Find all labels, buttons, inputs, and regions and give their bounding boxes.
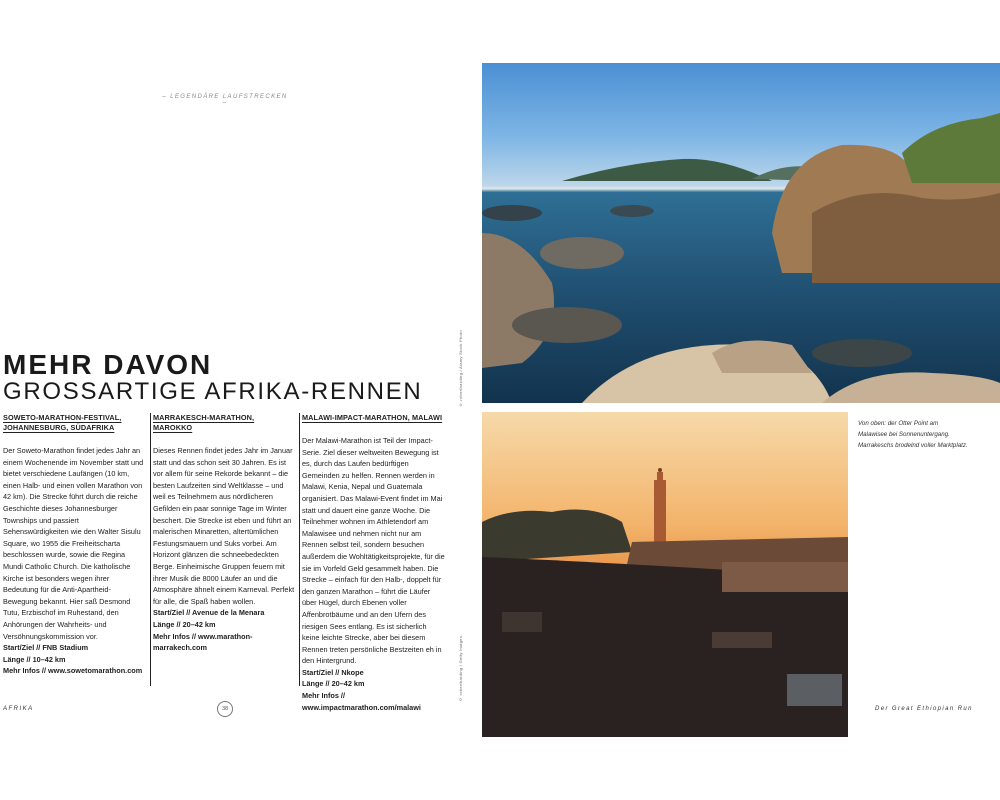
page-number: 38 [217,701,233,717]
lake-shore-rocks-photo [482,63,1000,403]
length-fact: Länge // 20–42 km [302,679,365,689]
market-square-illustration [482,412,848,737]
column-body: Der Malawi-Marathon ist Teil der Impact-Serie. Ziel dieser weltweiten Bewegung ist es, durch das Laufen bedürftigen Gemeinden zu helfen. Rennen werden in Malawi, Kenia, Nepal und Guatemala organisiert. Das Malawi-Event findet im Mai statt und dauert eine ganze Woche. Die Teilnehmer wohnen im Athletendorf am Malawisee und nehmen nicht nur am Rennen selbst teil, sondern besuchen außerdem die Wohltätigkeitsprojekte, für die sie im Vorfeld Geld gesammelt haben. Die Strecke – einfach für den Halb-, doppelt für den ganzen Marathon – führt die Läufer über Hügel, durch Ebenen voller Affenbrotbäume und an den Ufern des riesigen Sees entlang. Es ist sicherlich keine leichte Strecke, aber bei diesem Rennen treten persönliche Bestzeiten eh in den Hintergrund. [302,436,445,666]
column-title: SOWETO-MARATHON-FESTIVAL, JOHANNESBURG, SÜDAFRIKA [3,413,122,432]
start-finish-fact: Start/Ziel // Nkope [302,667,364,677]
footer-next-article: Der Great Ethiopian Run [875,706,973,712]
article-column-malawi [299,413,445,712]
article-column-soweto [3,413,145,686]
column-title: MARRAKESCH-MARATHON, MAROKKO [153,413,255,432]
column-body: Der Soweto-Marathon findet jedes Jahr an einem Wochenende im November statt und bietet verschiedene Laufängen (10 km, einen Halb- und einen vollen Marathon von 42 km). Die Strecke führt durch die reiche Geschichte dieses Johannesburger Townships und passiert Sehenswürdigkeiten wie den Walter Sisulu Square, wo 1955 die Freiheitscharta beschlossen wurde, sowie die Regina Mundi Catholic Church. Die katholische Kirche ist besonders wegen ihrer Bedeutung für die Anti-Apartheid-Bewegung bekannt. Hier saß Desmond Tutu, Erzbischof im Ruhestand, den Anhörungen der Wahrheits- und Versöhnungskommission vor. [3,446,144,641]
marrakesh-square-sunset-photo [482,412,848,737]
more-info-link[interactable]: Mehr Infos // www.sowetomarathon.com [3,666,143,676]
subheadline: GROSSARTIGE AFRIKA-RENNEN [3,378,423,405]
column-body: Dieses Rennen findet jedes Jahr im Januar statt und das schon seit 30 Jahren. Es ist vor allem für seine Rekorde bekannt – die besten Laufzeiten sind Weltklasse – und weil es Teilnehmern aus nördlicheren Gefilden ein paar sonnige Tage im Winter beschert. Die Strecke ist eben und führt an malerischen Minaretten, altertümlichen Festungsmauern und Suks vorbei. Am Horizont glänzen die schneebedeckten Berge. Einheimische Gruppen feuern mit ihrer Musik die 8000 Läufer an und die Atmosphäre ähnelt einem Karneval. Perfekt für alle, die Spaß haben wollen. [153,446,295,606]
length-fact: Länge // 20–42 km [153,619,216,629]
left-page [0,0,480,800]
photo-caption: Von oben: der Otter Point am Malawisee bei Sonnenuntergang. Marrakeschs brodelnd voller Marktplatz. [858,420,968,449]
headline: MEHR DAVON [3,349,213,380]
more-info-link[interactable]: Mehr Infos // www.marathon-marrakech.com [153,631,253,653]
photo-credit-bottom: © robertharding / Getty Images [458,636,463,703]
lake-scene-illustration [482,63,1000,403]
article-column-marrakesch [150,413,295,686]
start-finish-fact: Start/Ziel // FNB Stadium [3,643,89,653]
photo-credit-top: © robertharding / Alamy Stock Photo [458,330,463,408]
length-fact: Länge // 10–42 km [3,654,66,664]
section-kicker: – LEGENDÄRE LAUFSTRECKEN – [162,94,288,106]
column-title: MALAWI-IMPACT-MARATHON, MALAWI [302,413,443,422]
more-info-link[interactable]: Mehr Infos // www.impactmarathon.com/malawi [302,691,421,712]
footer-section-label: AFRIKA [3,706,34,712]
start-finish-fact: Start/Ziel // Avenue de la Menara [153,608,265,618]
